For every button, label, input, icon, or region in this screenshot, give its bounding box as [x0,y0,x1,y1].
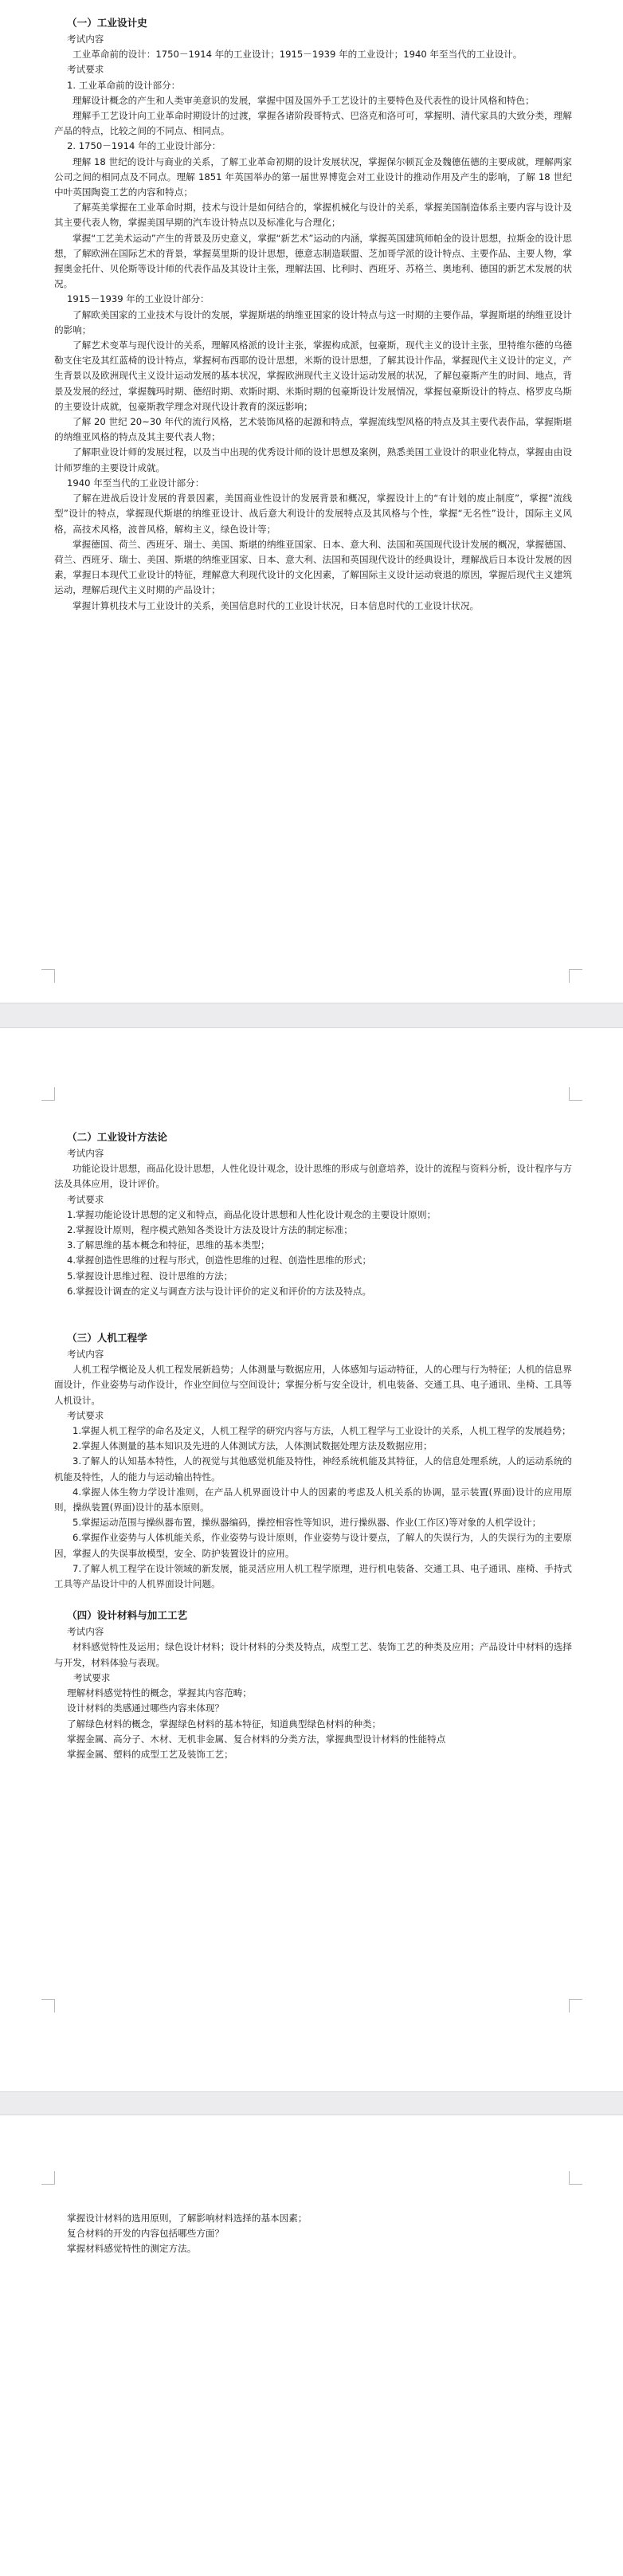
list-item: 1.掌握人机工程学的命名及定义，人机工程学的研究内容与方法，人机工程学与工业设计的关系，人机工程学的发展趋势； [72,1425,571,1437]
list-item: 5.掌握运动范围与操纵器布置，操纵器编码，操控相容性等知识，进行操纵器、作业(工作区)等对象的人机学设计； [72,1517,542,1529]
paragraph: 理解手工艺设计向工业革命时期设计的过渡，掌握各诸阶段哥特式、巴洛克和洛可可，掌握明、清代家具的大致分类，理解产品的特点，比较之间的不同点、相同点。 [54,110,572,137]
section-4-requirements-label: 考试要求 [73,1671,111,1683]
list-item: 4.掌握人体生物力学设计准则，在产品人机界面设计中人的因素的考虑及人机关系的协调，显示装置(界面)设计的应用原则，操纵装置(界面)设计的基本原则。 [54,1486,572,1514]
page-corner-mark [569,1087,582,1101]
list-item: 掌握材料感觉特性的测定方法。 [67,2243,197,2255]
list-item: 理解材料感觉特性的概念，掌握其内容范畴； [67,1687,252,1699]
subsection-heading: 1915－1939 年的工业设计部分： [67,293,210,305]
section-3-content-text: 人机工程学概论及人机工程发展新趋势；人体测量与数据应用，人体感知与运动特征，人的心理与行为特征；人机的信息界面设计，作业姿势与动作设计，作业空间位与空间设计；掌握分析与安全设计，机电装备、交通工具、电子通讯、坐椅、工具等人机设计。 [54,1364,572,1406]
paragraph: 掌握德国、荷兰、西班牙、瑞士、美国、斯堪的纳维亚国家、日本、意大利、法国和英国现代设计发展的概况，掌握德国、荷兰、西班牙、瑞士、美国、斯堪的纳维亚国家、日本、意大利、法国和英国现代设计的经典设计，理解战后日本设计发展的因素，掌握日本现代工业设计的特征，理解意大利现代设计的文化因素，了解国际主义设计运动衰退的原因，掌握后现代主义建筑运动，理解后现代主义时期的产品设计； [54,538,572,596]
section-2-content-text: 功能论设计思想，商品化设计思想，人性化设计观念，设计思维的形成与创意培养，设计的流程与资料分析，设计程序与方法及具体应用，设计评价。 [54,1163,572,1190]
list-item: 6.掌握设计调查的定义与调查方法与设计评价的定义和评价的方法及特点。 [67,1285,372,1297]
paragraph: 掌握“工艺美术运动”产生的背景及历史意义，掌握“新艺术”运动的内涵，掌握英国建筑师帕金的设计思想，拉斯金的设计思想，了解欧洲在国际艺术的背景，掌握莫里斯的设计思想，德意志制造联盟、芝加哥学派的设计特点、主要作品、主要人物，掌握奥金托什、贝伦斯等设计师的代表作品及其设计主张，理解法国、比利时、西班牙、苏格兰、奥地利、德国的新艺术发展的状况。 [54,232,572,290]
section-1-title: （一）工业设计史 [67,17,147,29]
page-corner-mark [41,969,55,983]
paragraph: 了解欧美国家的工业技术与设计的发展，掌握斯堪的纳维亚国家的设计特点与这一时期的主要作品，掌握斯堪的纳维亚设计的影响； [54,308,572,336]
list-item: 了解绿色材料的概念，掌握绿色材料的基本特征，知道典型绿色材料的种类； [67,1718,382,1730]
paragraph: 了解职业设计师的发展过程，以及当中出现的优秀设计师的设计思想及案例，熟悉美国工业设计的职业化特点，掌握由由设计师罗维的主要设计成就。 [54,446,572,473]
list-item: 2.掌握设计原则，程序模式熟知各类设计方法及设计方法的制定标准； [67,1224,353,1236]
section-2-title: （二）工业设计方法论 [67,1131,167,1143]
paragraph: 了解艺术变革与现代设计的关系，理解风格派的设计主张，掌握构成派，包豪斯，现代主义的设计主张，里特维尔德的乌德勒支住宅及其红蓝椅的设计特点，掌握柯布西耶的设计思想，米斯的设计思想，了解其设计作品，掌握现代主义设计的定义，产生背景以及欧洲现代主义设计运动发展的基本状况，掌握欧洲现代主义设计运动发展的状况，了解包豪斯产生的时间、地点，背景及发展的经过，掌握魏玛时期、德绍时期、欢斯时期、米斯时期的包豪斯设计发展情况，掌握包豪斯设计的特点、格罗皮乌斯的主要设计成就，包豪斯教学理念对现代设计教育的深远影响； [54,340,572,412]
section-2-content-label: 考试内容 [67,1148,104,1159]
subsection-heading: 1940 年至当代的工业设计部分： [67,477,205,489]
subsection-heading: 2. 1750－1914 年的工业设计部分： [67,140,221,152]
section-2-requirements-label: 考试要求 [67,1193,104,1205]
list-item: 复合材料的开发的内容包括哪些方面？ [67,2228,225,2240]
paragraph: 了解英美掌握在工业革命时期，技术与设计是如何结合的，掌握机械化与设计的关系，掌握美国制造体系主要内容与设计及其主要代表人物，掌握美国早期的汽车设计特点以及标准化与合理化； [54,202,572,229]
list-item: 3.了解人的认知基本特性，人的视觉与其他感觉机能及特性，神经系统机能及其特征，人的信息处理系统，人的运动系统的机能及特性，人的能力与运动输出特性。 [54,1455,572,1482]
page-corner-mark [41,1999,55,2012]
section-4-title: （四）设计材料与加工工艺 [67,1609,188,1622]
page-corner-mark [41,1087,55,1101]
page-gap [0,2091,623,2115]
list-item: 5.掌握设计思维过程、设计思维的方法； [67,1270,233,1282]
list-item: 6.掌握作业姿势与人体机能关系，作业姿势与设计原则，作业姿势与设计要点，了解人的失误行为，人的失误行为的主要原因，掌握人的失误事故模型，安全、防护装置设计的应用。 [54,1532,572,1559]
page-corner-mark [569,1999,582,2012]
paragraph: 了解 20 世纪 20~30 年代的流行风格，艺术装饰风格的起源和特点，掌握流线型风格的特点及其主要代表作品，掌握斯堪的纳维亚风格的特点及其主要代表人物； [54,416,572,443]
paragraph: 理解设计概念的产生和人类审美意识的发展，掌握中国及国外手工艺设计的主要特色及代表性的设计风格和特色； [72,94,535,106]
list-item: 1.掌握功能论设计思想的定义和特点，商品化设计思想和人性化设计观念的主要设计原则； [67,1208,437,1220]
section-1-content-text: 工业革命前的设计：1750－1914 年的工业设计；1915－1939 年的工业设计；1940 年至当代的工业设计。 [72,49,523,61]
section-3-content-label: 考试内容 [67,1349,104,1361]
page-3-content [54,2211,572,2257]
page-gap [0,1003,623,1028]
list-item: 7.了解人机工程学在设计领域的新发展，能灵活应用人机工程学原理，进行机电装备、交通工具、电子通讯、座椅、手持式工具等产品设计中的人机界面设计问题。 [54,1562,572,1590]
document-page-2 [0,1028,623,2091]
section-1-content-label: 考试内容 [67,33,104,45]
page-corner-mark [569,969,582,983]
list-item: 设计材料的类感通过哪些内容来体现？ [67,1702,225,1714]
document-page-1 [0,0,623,1003]
section-1-requirements-label: 考试要求 [67,64,104,76]
list-item: 掌握设计材料的选用原则，了解影响材料选择的基本因素； [67,2213,308,2224]
list-item: 掌握金属、塑料的成型工艺及装饰工艺； [67,1748,233,1760]
section-3-requirements-label: 考试要求 [67,1409,104,1421]
document-page-3 [0,2115,623,2576]
page-corner-mark [41,2171,55,2185]
paragraph: 了解在进战后设计发展的背景因素，美国商业性设计的发展背景和概况，掌握设计上的“有计划的废止制度”，掌握“流线型”设计的特点，掌握现代斯堪的纳维亚设计、战后意大利设计的发展特点及其风格与个性，掌握“无名性”设计，国际主义风格，高技术风格，波普风格，解构主义，绿色设计等； [54,493,572,535]
section-4-content-label: 考试内容 [67,1626,104,1638]
page-corner-mark [569,2171,582,2185]
list-item: 2.掌握人体测量的基本知识及先进的人体测试方法，人体测试数据处理方法及数据应用； [72,1440,433,1452]
section-2 [54,1129,572,1762]
list-item: 3.了解思维的基本概念和特征，思维的基本类型； [67,1239,270,1251]
list-item: 4.掌握创造性思维的过程与形式，创造性思维的过程、创造性思维的形式； [67,1255,372,1266]
list-item: 掌握金属、高分子、木材、无机非金属、复合材料的分类方法，掌握典型设计材料的性能特点 [67,1733,446,1745]
section-4-content-text: 材料感觉特性及运用；绿色设计材料；设计材料的分类及特点，成型工艺、装饰工艺的种类及应用；产品设计中材料的选择与开发，材料体验与表现。 [54,1641,572,1668]
section-3-title: （三）人机工程学 [67,1332,147,1345]
paragraph: 理解 18 世纪的设计与商业的关系，了解工业革命初期的设计发展状况，掌握保尔顿瓦金及魏德伍德的主要成就，理解两家公司之间的相同点及不同点。理解 1851 年英国举办的第一届世界博览会对工业设计的推动作用及产生的影响，了解 18 世纪中叶英国陶瓷工艺的内容和特点； [54,155,572,198]
paragraph: 掌握计算机技术与工业设计的关系，美国信息时代的工业设计状况，日本信息时代的工业设计状况。 [72,599,480,611]
subsection-heading: 1. 工业革命前的设计部分： [67,79,181,91]
section-1 [54,14,572,614]
